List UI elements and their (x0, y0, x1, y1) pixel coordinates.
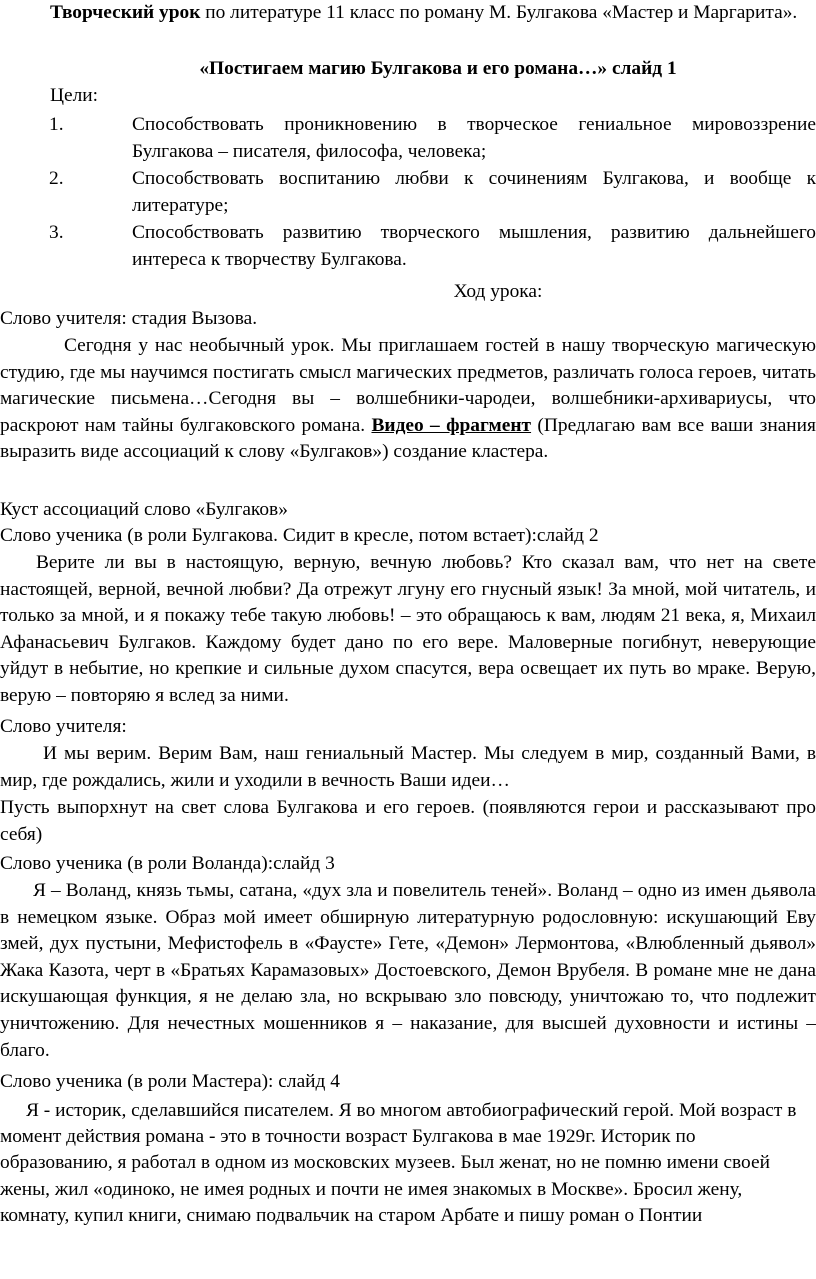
cluster-line: Куст ассоциаций слово «Булгаков» (0, 499, 288, 520)
goal-number: 3. (49, 222, 64, 244)
student-bulgakov-heading: Слово ученика (в роли Булгакова. Сидит в кресле, потом встает):слайд 2 (0, 525, 599, 546)
woland-paragraph: Я – Воланд, князь тьмы, сатана, «дух зла и повелитель теней». Воланд – одно из имен дьявола в немецком языке. Образ мой имеет обширную литературную родословную: искушающий Еву змей, дух пустыни, Мефистофель в «Фаусте» Гете, «Демон» Лермонтова, «Влюбленный дьявол» Жака Казота, черт в «Братьях Карамазовых» Достоевского, Демон Врубеля. В романе мне не дана искушающая функция, я не делаю зла, но вскрываю зло повсюду, уничтожаю то, что подлежит уничтожению. Для нечестных мошенников я – наказание, для высшей духовности и истины – благо. (0, 880, 816, 1061)
lesson-subtitle: «Постигаем магию Булгакова и его романа…» слайд 1 (199, 58, 677, 79)
goals-label: Цели: (50, 85, 99, 106)
goal-item-1 (0, 112, 816, 165)
goal-number: 2. (49, 168, 64, 190)
heroes-line: Пусть выпорхнут на свет слова Булгакова и его героев. (появляются герои и рассказывают про себя) (0, 797, 816, 845)
master-paragraph: Я - историк, сделавшийся писателем. Я во многом автобиографический герой. Мой возраст в момент действия романа - это в точности возраст Булгакова в мае 1929г. Историк по образованию, я работал в одном из московских музеев. Был женат, но не помню имени своей жены, жил «одиноко, не имея родных и почти не имея знакомых в Москве». Бросил жену, комнату, купил книги, снимаю подвальчик на старом Арбате и пишу роман о Понтии (0, 1100, 797, 1226)
video-fragment-link[interactable]: Видео – фрагмент (371, 414, 532, 436)
teacher-challenge: Слово учителя: стадия Вызова. (0, 308, 258, 329)
teacher-paragraph: И мы верим. Верим Вам, наш гениальный Мастер. Мы следуем в мир, созданный Вами, в мир, где рождались, жили и уходили в вечность Ваши идеи… (0, 743, 816, 791)
student-woland-heading: Слово ученика (в роли Воланда):слайд 3 (0, 853, 335, 874)
goal-item-3 (0, 220, 816, 273)
goal-item-2 (0, 166, 816, 219)
lesson-title-rest: по литературе 11 класс по роману М. Булгакова «Мастер и Маргарита». (200, 2, 798, 23)
student-master-heading: Слово ученика (в роли Мастера): слайд 4 (0, 1071, 340, 1092)
goal-text: Способствовать развитию творческого мышления, развитию дальнейшего интереса к творчеству Булгакова. (132, 222, 816, 270)
bulgakov-paragraph: Верите ли вы в настоящую, верную, вечную любовь? Кто сказал вам, что нет на свете настоящей, верной, вечной любви? Да отрежут лгуну его гнусный язык! За мной, мой читатель, и только за мной, и я покажу тебе такую любовь! – это обращаюсь к вам, людям 21 века, я, Михаил Афанасьевич Булгаков. Каждому будет дано по его вере. Маловерные погибнут, неверующие уйдут в небытие, но крепкие и сильные духом спасутся, вера освещает их путь во мраке. Верую, верую – повторяю я вслед за ними. (0, 552, 816, 706)
goal-text: Способствовать воспитанию любви к сочинениям Булгакова, и вообще к литературе; (132, 168, 816, 216)
course-heading: Ход урока: (453, 281, 543, 302)
teacher-word: Слово учителя: (0, 716, 127, 737)
goal-number: 1. (49, 114, 64, 135)
lesson-title-bold: Творческий урок (50, 2, 201, 23)
intro-paragraph: Сегодня у нас необычный урок. Мы приглашаем гостей в нашу творческую магическую студию, где мы научимся постигать смысл магических предметов, различать голоса героев, читать магические письмена…Сегодня вы – волшебники-чародеи, волшебники-архивариусы, что раскроют нам тайны булгаковского романа. Видео – фрагмент (Предлагаю вам все ваши знания выразить виде ассоциаций к слову «Булгаков») создание кластера. (0, 335, 816, 463)
lesson-title (0, 0, 816, 27)
goals-list (0, 112, 816, 274)
goal-text: Способствовать проникновению в творческое гениальное мировоззрение Булгакова – писателя, философа, человека; (132, 114, 816, 162)
